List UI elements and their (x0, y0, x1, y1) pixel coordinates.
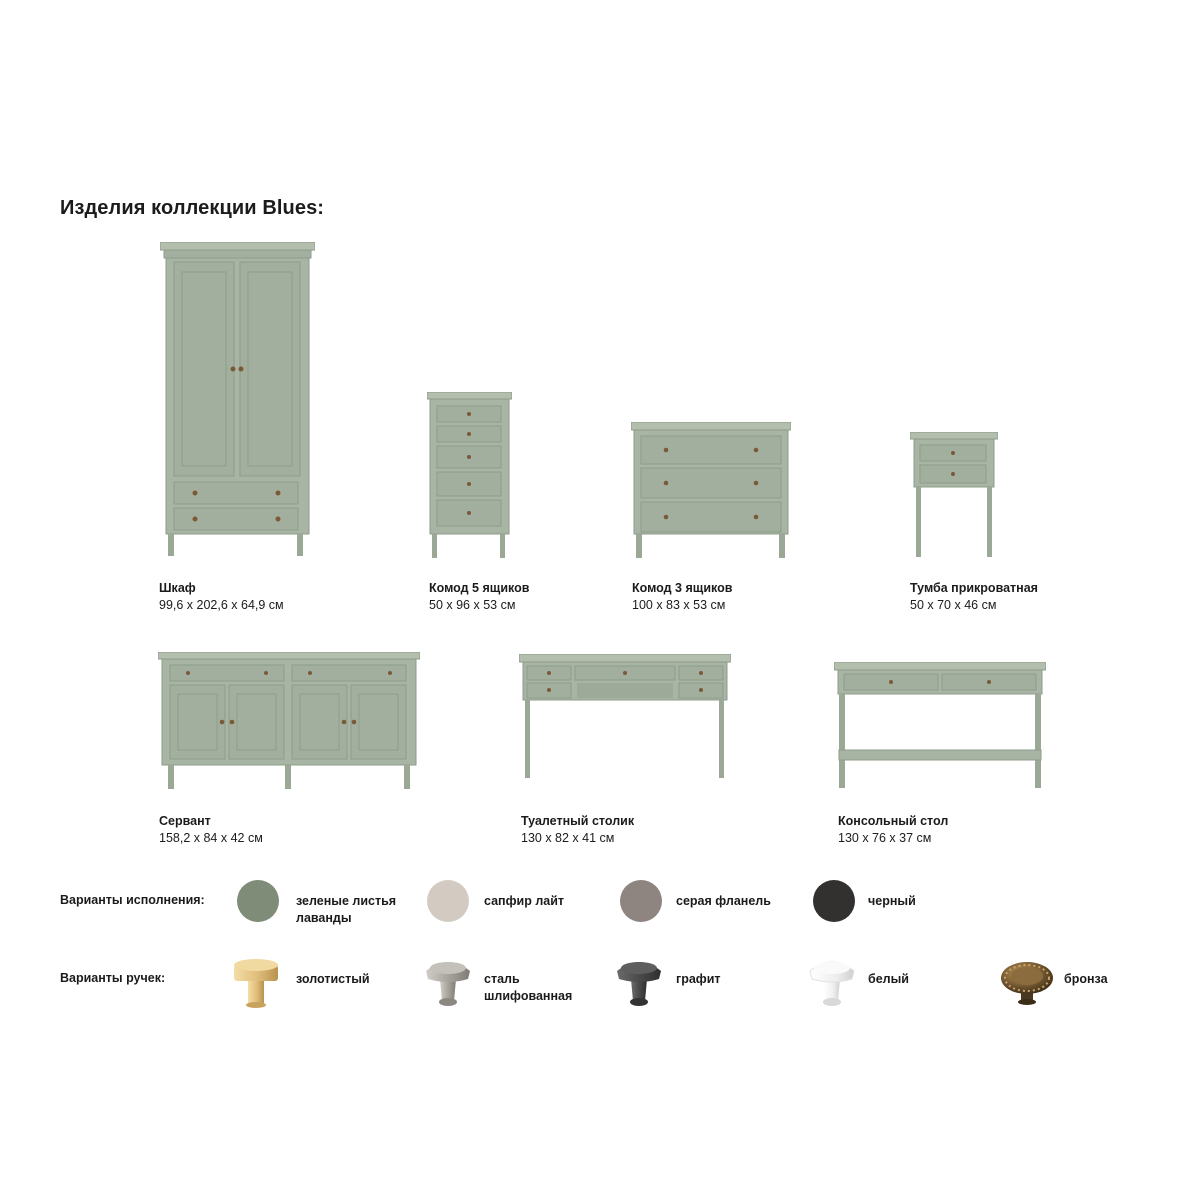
knob-graphite-icon[interactable] (615, 957, 663, 1014)
finish-swatch-green[interactable] (237, 880, 279, 922)
handle-label-line: шлифованная (484, 989, 573, 1003)
finish-swatch-sapphire-light[interactable] (427, 880, 469, 922)
product-name: Туалетный столик (521, 814, 635, 828)
product-dimensions: 130 х 82 х 41 см (521, 831, 615, 845)
console-table-illustration (834, 662, 1046, 790)
handles-label: Варианты ручек: (60, 971, 166, 985)
knob-white-icon[interactable] (808, 957, 856, 1014)
finish-swatch-grey-flannel[interactable] (620, 880, 662, 922)
product-caption-console-table (838, 813, 948, 847)
product-dimensions: 158,2 х 84 х 42 см (159, 831, 263, 845)
knob-bronze-icon[interactable] (1000, 958, 1054, 1011)
finish-label-line: лаванды (296, 911, 352, 925)
product-caption-chest-3 (632, 580, 732, 614)
product-dimensions: 100 х 83 х 53 см (632, 598, 726, 612)
finish-label-line: зеленые листья (296, 894, 397, 908)
handle-label-steel (484, 971, 572, 1005)
handle-label-gold: золотистый (296, 972, 370, 986)
dressing-table-illustration (519, 654, 731, 780)
handle-label-white: белый (868, 972, 909, 986)
finish-label-green (296, 893, 396, 927)
finish-label-sapphire-light: сапфир лайт (484, 894, 565, 908)
knob-steel-icon[interactable] (424, 957, 472, 1014)
product-name: Тумба прикроватная (910, 581, 1038, 595)
product-caption-nightstand (910, 580, 1038, 614)
sideboard-illustration (158, 652, 420, 792)
product-name: Сервант (159, 814, 211, 828)
product-caption-sideboard (159, 813, 263, 847)
product-name: Комод 5 ящиков (429, 581, 530, 595)
finish-label-black: черный (868, 894, 916, 908)
product-dimensions: 50 х 96 х 53 см (429, 598, 516, 612)
chest-3-drawers-illustration (631, 422, 791, 560)
finishes-label: Варианты исполнения: (60, 893, 205, 907)
wardrobe-illustration (160, 242, 315, 560)
page-title: Изделия коллекции Blues: (60, 197, 325, 219)
finish-swatch-black[interactable] (813, 880, 855, 922)
product-dimensions: 50 х 70 х 46 см (910, 598, 997, 612)
product-name: Комод 3 ящиков (632, 581, 733, 595)
finish-label-grey-flannel: серая фланель (676, 894, 771, 908)
nightstand-illustration (910, 432, 998, 560)
knob-gold-icon[interactable] (232, 957, 280, 1014)
product-caption-dressing-table (521, 813, 634, 847)
chest-5-drawers-illustration (427, 392, 512, 560)
product-name: Шкаф (159, 581, 196, 595)
product-dimensions: 99,6 х 202,6 х 64,9 см (159, 598, 284, 612)
handle-label-bronze: бронза (1064, 972, 1108, 986)
product-caption-chest-5 (429, 580, 529, 614)
product-name: Консольный стол (838, 814, 949, 828)
product-caption-wardrobe (159, 580, 284, 614)
handle-label-graphite: графит (676, 972, 721, 986)
product-dimensions: 130 х 76 х 37 см (838, 831, 932, 845)
handle-label-line: сталь (484, 972, 520, 986)
